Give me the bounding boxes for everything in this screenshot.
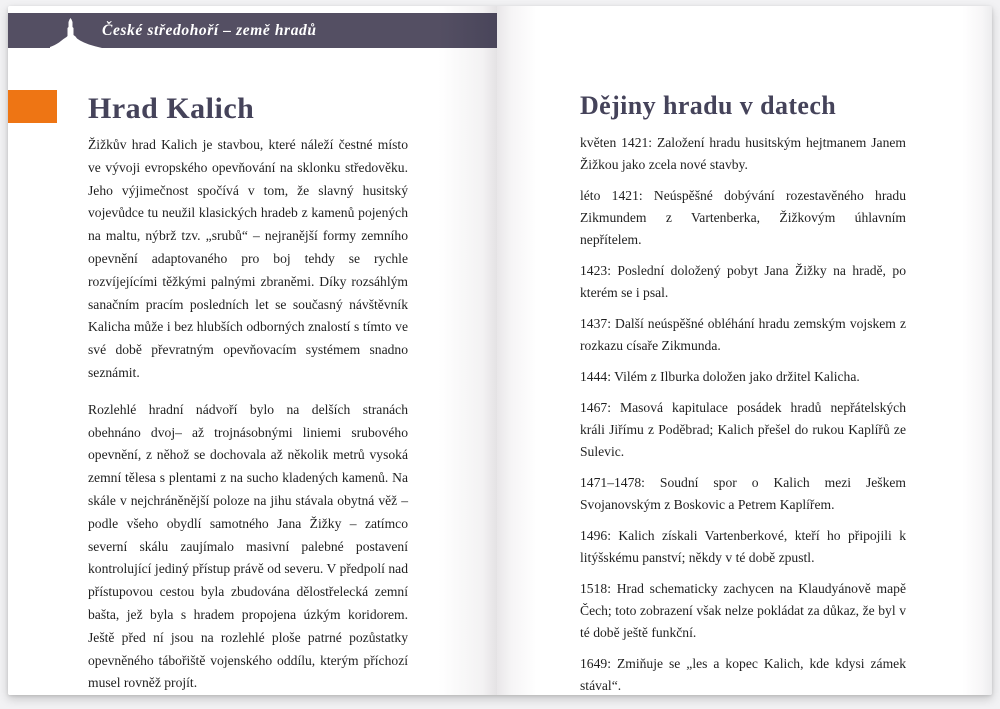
- timeline-entry: 1423: Poslední doložený pobyt Jana Žižky na hradě, po kterém se i psal.: [580, 263, 906, 300]
- timeline-entry: 1467: Masová kapitulace posádek hradů nepřátelských králi Jiřímu z Poděbrad; Kalich přešel do rukou Kaplířů ze Sulevic.: [580, 400, 906, 459]
- timeline-entry: 1649: Zmiňuje se „les a kopec Kalich, kde kdysi zámek stával“.: [580, 656, 906, 693]
- timeline-entry: 1437: Další neúspěšné obléhání hradu zemským vojskem z rozkazu císaře Zikmunda.: [580, 316, 906, 353]
- timeline-entry: 1444: Vilém z Ilburka doložen jako držitel Kalicha.: [580, 369, 860, 384]
- article-paragraph: Žižkův hrad Kalich je stavbou, které náleží čestné místo ve vývoji evropského opevňování na sklonku středověku. Jeho výjimečnost spočívá v tom, že slavný husitský vojevůdce tu neužil klasických hradeb z kamenů pojených na maltu, nýbrž tzv. „srubů“ – nejranější formy zemního opevnění adaptovaného pro boj tehdy se rychle rozvíjejícími těžkými palnými zbraněmi. Díky rozsáhlým sanačním pracím posledních let se současný návštěvník Kalicha může i bez hlubších odborných znalostí s tímto ve své době převratným opevňovacím systémem snadno seznámit.: [88, 137, 408, 380]
- timeline-body: [580, 132, 906, 706]
- left-page: [8, 6, 497, 695]
- timeline-title: Dějiny hradu v datech: [580, 91, 837, 120]
- chapter-band-title: České středohoří – země hradů: [102, 21, 317, 39]
- article-title: Hrad Kalich: [88, 92, 255, 125]
- timeline-entry: 1471–1478: Soudní spor o Kalich mezi Ješkem Svojanovským z Boskovic a Petrem Kaplířem.: [580, 475, 906, 512]
- right-page: [497, 6, 992, 695]
- accent-block: [8, 90, 57, 123]
- castle-hill-icon: [50, 18, 102, 48]
- article-paragraph: Rozlehlé hradní nádvoří bylo na delších stranách obehnáno dvoj– až trojnásobnými liniemi srubového opevnění, z něhož se dochovala až několik metrů vysoká zemní tělesa s plentami z na sucho kladených kamenů. Na skále v nejchráněnější poloze na jihu stávala obytná věž – podle všeho obydlí samotného Jana Žižky – zatímco severní skálu zaujímalo masivní palebné postavení kontrolující jediný přístup právě od severu. V předpolí nad přístupovou cestou byla zbudována dělostřelecká zemní bašta, jež byla s hradem propojena úzkým koridorem. Ještě před ní jsou na rozlehlé ploše patrné pozůstatky opevněného tábořiště vojenského oddílu, kterým příchozí musel rovněž projít.: [88, 401, 408, 691]
- timeline-entry: 1518: Hrad schematicky zachycen na Klaudyánově mapě Čech; toto zobrazení však nelze pokládat za důkaz, že byl v té době ještě funkční.: [580, 581, 906, 640]
- timeline-entry: 1496: Kalich získali Vartenberkové, kteří ho připojili k litýšskému panství; někdy v té době zpustl.: [580, 528, 906, 565]
- timeline-entry: léto 1421: Neúspěšné dobývání rozestavěného hradu Zikmundem z Vartenberka, Žižkovým úhlavním nepřítelem.: [580, 188, 906, 247]
- timeline-entry: květen 1421: Založení hradu husitským hejtmanem Janem Žižkou jako zcela nové stavby.: [580, 135, 906, 172]
- book-spread: [8, 6, 992, 695]
- article-body: [88, 134, 408, 709]
- chapter-band: [8, 13, 497, 48]
